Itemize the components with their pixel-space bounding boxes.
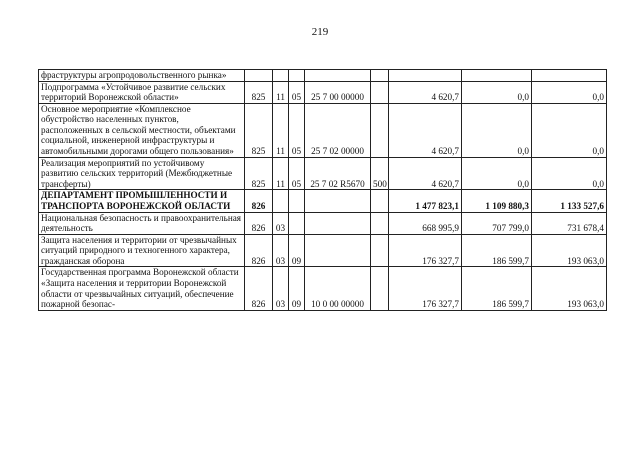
section-cell: 03 (273, 212, 289, 234)
item-name-cell: Реализация мероприятий по устойчивому развитию сельских территорий (Межбюджетные трансферты) (39, 157, 245, 190)
amount-year1-cell: 176 327,7 (389, 267, 462, 310)
subsection-cell (289, 212, 305, 234)
section-cell (273, 70, 289, 82)
amount-year3-cell: 0,0 (532, 157, 607, 190)
table-row (39, 190, 607, 212)
item-name-cell: Государственная программа Воронежской области «Защита населения и территории Воронежской области от чрезвычайных ситуаций, обеспечение пожарной безопас- (39, 267, 245, 310)
subsection-cell: 05 (289, 103, 305, 157)
budget-table (38, 69, 607, 311)
expense-type-cell (371, 190, 389, 212)
ministry-code-cell (245, 70, 273, 82)
item-name-cell: фраструктуры агропродовольственного рынка» (39, 70, 245, 82)
subsection-cell: 05 (289, 81, 305, 103)
target-article-cell: 25 7 02 R5670 (305, 157, 371, 190)
subsection-cell (289, 190, 305, 212)
target-article-cell (305, 190, 371, 212)
target-article-cell (305, 212, 371, 234)
amount-year3-cell (532, 70, 607, 82)
item-name-cell: Основное мероприятие «Комплексное обустройство населенных пунктов, расположенных в сельской местности, объектами социальной, инженерной инфраструктуры и автомобильными дорогами общего пользования» (39, 103, 245, 157)
subsection-cell: 05 (289, 157, 305, 190)
ministry-code-cell: 826 (245, 212, 273, 234)
expense-type-cell (371, 70, 389, 82)
amount-year2-cell: 707 799,0 (462, 212, 532, 234)
subsection-cell: 09 (289, 234, 305, 267)
amount-year1-cell: 176 327,7 (389, 234, 462, 267)
amount-year3-cell: 0,0 (532, 81, 607, 103)
table-row (39, 157, 607, 190)
expense-type-cell (371, 267, 389, 310)
expense-type-cell (371, 103, 389, 157)
table-row (39, 234, 607, 267)
table-row (39, 103, 607, 157)
section-cell: 03 (273, 234, 289, 267)
ministry-code-cell: 825 (245, 157, 273, 190)
item-name-cell: Защита населения и территории от чрезвычайных ситуаций природного и техногенного характера, гражданская оборона (39, 234, 245, 267)
target-article-cell (305, 70, 371, 82)
table-row (39, 212, 607, 234)
ministry-code-cell: 825 (245, 103, 273, 157)
section-cell: 11 (273, 103, 289, 157)
amount-year2-cell: 0,0 (462, 103, 532, 157)
amount-year3-cell: 1 133 527,6 (532, 190, 607, 212)
item-name-cell: Национальная безопасность и правоохранительная деятельность (39, 212, 245, 234)
amount-year1-cell: 4 620,7 (389, 103, 462, 157)
amount-year2-cell: 0,0 (462, 157, 532, 190)
table-row (39, 267, 607, 310)
ministry-code-cell: 826 (245, 190, 273, 212)
amount-year2-cell: 0,0 (462, 81, 532, 103)
ministry-code-cell: 826 (245, 267, 273, 310)
target-article-cell (305, 234, 371, 267)
amount-year1-cell: 668 995,9 (389, 212, 462, 234)
expense-type-cell (371, 81, 389, 103)
target-article-cell: 25 7 00 00000 (305, 81, 371, 103)
table-row (39, 70, 607, 82)
amount-year1-cell: 1 477 823,1 (389, 190, 462, 212)
item-name-cell: Подпрограмма «Устойчивое развитие сельских территорий Воронежской области» (39, 81, 245, 103)
amount-year1-cell: 4 620,7 (389, 157, 462, 190)
amount-year3-cell: 731 678,4 (532, 212, 607, 234)
page-number: 219 (311, 26, 329, 38)
subsection-cell: 09 (289, 267, 305, 310)
amount-year2-cell: 186 599,7 (462, 267, 532, 310)
amount-year3-cell: 193 063,0 (532, 234, 607, 267)
ministry-code-cell: 826 (245, 234, 273, 267)
amount-year1-cell: 4 620,7 (389, 81, 462, 103)
amount-year1-cell (389, 70, 462, 82)
amount-year2-cell: 1 109 880,3 (462, 190, 532, 212)
amount-year2-cell: 186 599,7 (462, 234, 532, 267)
amount-year3-cell: 193 063,0 (532, 267, 607, 310)
item-name-cell: ДЕПАРТАМЕНТ ПРОМЫШЛЕННОСТИ И ТРАНСПОРТА ВОРОНЕЖСКОЙ ОБЛАСТИ (39, 190, 245, 212)
expense-type-cell: 500 (371, 157, 389, 190)
section-cell: 11 (273, 157, 289, 190)
section-cell (273, 190, 289, 212)
expense-type-cell (371, 234, 389, 267)
subsection-cell (289, 70, 305, 82)
target-article-cell: 25 7 02 00000 (305, 103, 371, 157)
section-cell: 03 (273, 267, 289, 310)
section-cell: 11 (273, 81, 289, 103)
amount-year3-cell: 0,0 (532, 103, 607, 157)
table-row (39, 81, 607, 103)
amount-year2-cell (462, 70, 532, 82)
target-article-cell: 10 0 00 00000 (305, 267, 371, 310)
ministry-code-cell: 825 (245, 81, 273, 103)
expense-type-cell (371, 212, 389, 234)
